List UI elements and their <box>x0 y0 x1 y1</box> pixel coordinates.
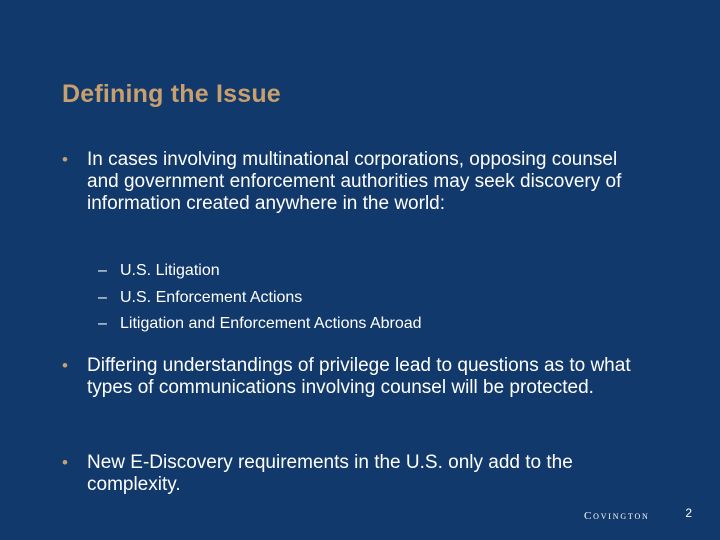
sub-item-text: U.S. Litigation <box>120 262 220 279</box>
sub-item-1 <box>98 261 220 281</box>
page-number: 2 <box>685 506 692 520</box>
bullet-item-3 <box>62 452 662 496</box>
bullet-marker: • <box>62 150 68 169</box>
bullet-text: In cases involving multinational corporations, opposing counsel and government enforcement authorities may seek discovery of information created anywhere in the world: <box>87 149 622 214</box>
bullet-marker: • <box>62 453 68 472</box>
sub-item-text: U.S. Enforcement Actions <box>120 289 303 306</box>
bullet-item-2 <box>62 355 662 399</box>
sub-item-marker: – <box>98 289 107 306</box>
bullet-text: New E-Discovery requirements in the U.S. only add to the complexity. <box>87 452 573 495</box>
sub-item-2 <box>98 288 302 308</box>
sub-item-marker: – <box>98 315 107 332</box>
slide-title: Defining the Issue <box>62 80 281 108</box>
sub-item-text: Litigation and Enforcement Actions Abroad <box>120 315 422 332</box>
bullet-text: Differing understandings of privilege lead to questions as to what types of communications involving counsel will be protected. <box>87 355 631 398</box>
sub-item-3 <box>98 314 422 334</box>
sub-item-marker: – <box>98 262 107 279</box>
covington-logo: Covington <box>584 510 650 522</box>
bullet-item-1 <box>62 149 662 215</box>
bullet-marker: • <box>62 356 68 375</box>
